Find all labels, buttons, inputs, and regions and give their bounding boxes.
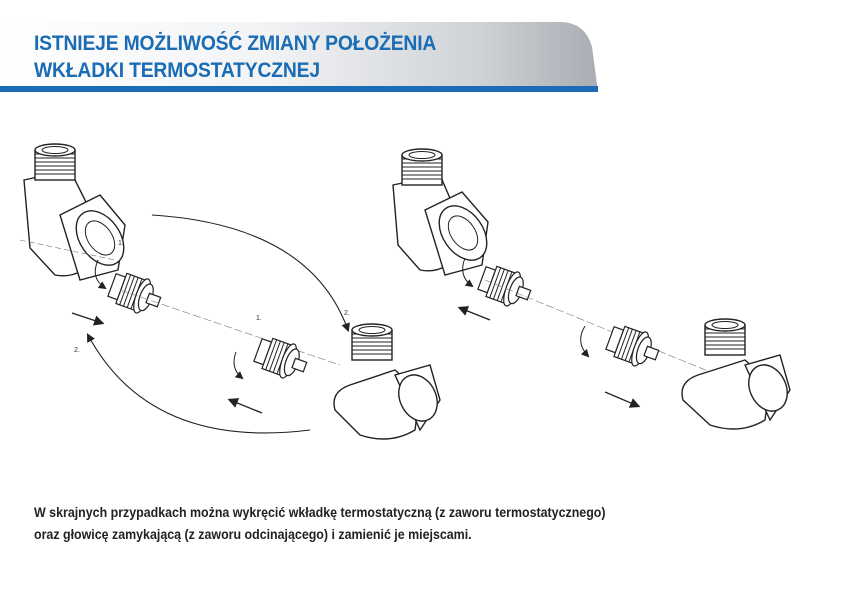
lockshield-valve-body [334, 324, 444, 439]
thermostatic-insert [604, 321, 663, 372]
swap-arrow-icon [152, 215, 348, 330]
left-group [20, 144, 444, 439]
closing-head [476, 261, 535, 312]
move-arrow-icon [72, 313, 102, 323]
caption [34, 502, 606, 546]
closing-head [252, 333, 311, 384]
page-title-line-2: WKŁADKI TERMOSTATYCZNEJ [34, 59, 320, 82]
lockshield-valve-body [682, 319, 794, 429]
page-title-line-1: ISTNIEJE MOŻLIWOŚĆ ZMIANY POŁOŻENIA [34, 32, 437, 55]
right-group [393, 149, 794, 429]
move-arrow-icon [605, 392, 638, 406]
page-title [34, 30, 436, 84]
step-label: 2. [344, 310, 350, 317]
move-arrow-icon [230, 400, 262, 413]
caption-line-2: oraz głowicę zamykającą (z zaworu odcinającego) i zamienić je miejscami. [34, 527, 472, 542]
rotate-arrow-icon [234, 352, 242, 378]
step-label: 2. [74, 347, 80, 354]
step-label: 1. [118, 240, 124, 247]
thermostatic-valve-body [20, 144, 134, 280]
rotate-arrow-icon [581, 326, 588, 356]
caption-line-1: W skrajnych przypadkach można wykręcić wkładkę termostatyczną (z zaworu termostatycznego) [34, 505, 606, 520]
thermostatic-insert [106, 268, 165, 319]
step-label: 1. [256, 315, 262, 322]
thermostatic-valve-body [393, 149, 497, 275]
move-arrow-icon [460, 308, 490, 320]
valve-diagram [0, 130, 854, 460]
